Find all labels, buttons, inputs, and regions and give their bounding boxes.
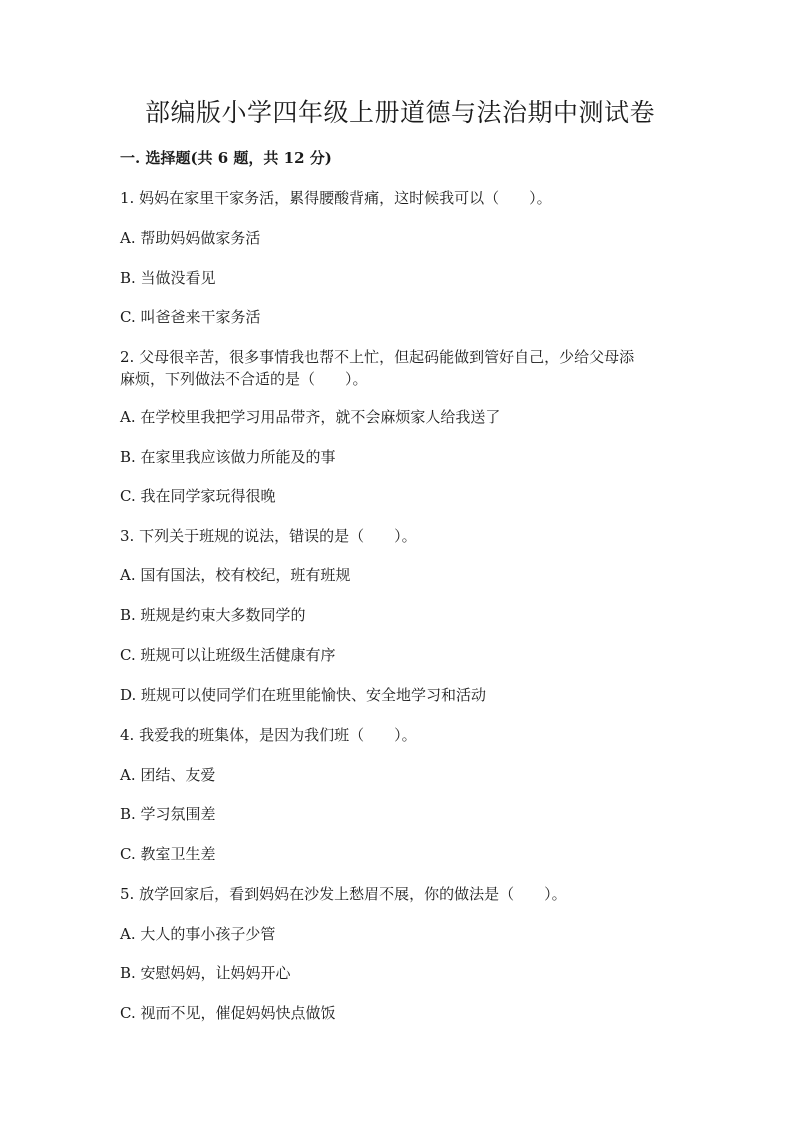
question-4-option-c: C. 教室卫生差 [120, 845, 216, 863]
question-2-option-c: C. 我在同学家玩得很晚 [120, 487, 276, 505]
section-heading: 一. 选择题(共 6 题，共 12 分) [120, 149, 332, 167]
question-4-stem: 4. 我爱我的班集体，是因为我们班（ ）。 [120, 726, 417, 744]
question-5-option-b: B. 安慰妈妈，让妈妈开心 [120, 964, 291, 982]
question-3-option-d: D. 班规可以使同学们在班里能愉快、安全地学习和活动 [120, 686, 487, 704]
question-5-option-c: C. 视而不见，催促妈妈快点做饭 [120, 1004, 336, 1022]
question-3-option-a: A. 国有国法，校有校纪，班有班规 [120, 566, 351, 584]
question-3-stem: 3. 下列关于班规的说法，错误的是（ ）。 [120, 527, 417, 545]
question-4-option-a: A. 团结、友爱 [120, 766, 216, 784]
question-1-option-b: B. 当做没看见 [120, 269, 216, 287]
page-title: 部编版小学四年级上册道德与法治期中测试卷 [144, 98, 655, 127]
question-4-option-b: B. 学习氛围差 [120, 805, 216, 823]
question-1-stem: 1. 妈妈在家里干家务活，累得腰酸背痛，这时候我可以（ ）。 [120, 189, 552, 207]
question-1-option-a: A. 帮助妈妈做家务活 [120, 229, 261, 247]
question-5-option-a: A. 大人的事小孩子少管 [120, 925, 276, 943]
question-5-stem: 5. 放学回家后，看到妈妈在沙发上愁眉不展，你的做法是（ ）。 [120, 885, 567, 903]
question-2-option-a: A. 在学校里我把学习用品带齐，就不会麻烦家人给我送了 [120, 408, 501, 426]
question-1-option-c: C. 叫爸爸来干家务活 [120, 308, 261, 326]
question-2-stem-line-1: 2. 父母很辛苦，很多事情我也帮不上忙，但起码能做到管好自己，少给父母添 [120, 348, 635, 366]
question-3-option-b: B. 班规是约束大多数同学的 [120, 606, 306, 624]
question-2-stem-line-2: 麻烦，下列做法不合适的是（ ）。 [120, 370, 368, 388]
question-3-option-c: C. 班规可以让班级生活健康有序 [120, 646, 336, 664]
question-2-option-b: B. 在家里我应该做力所能及的事 [120, 448, 336, 466]
